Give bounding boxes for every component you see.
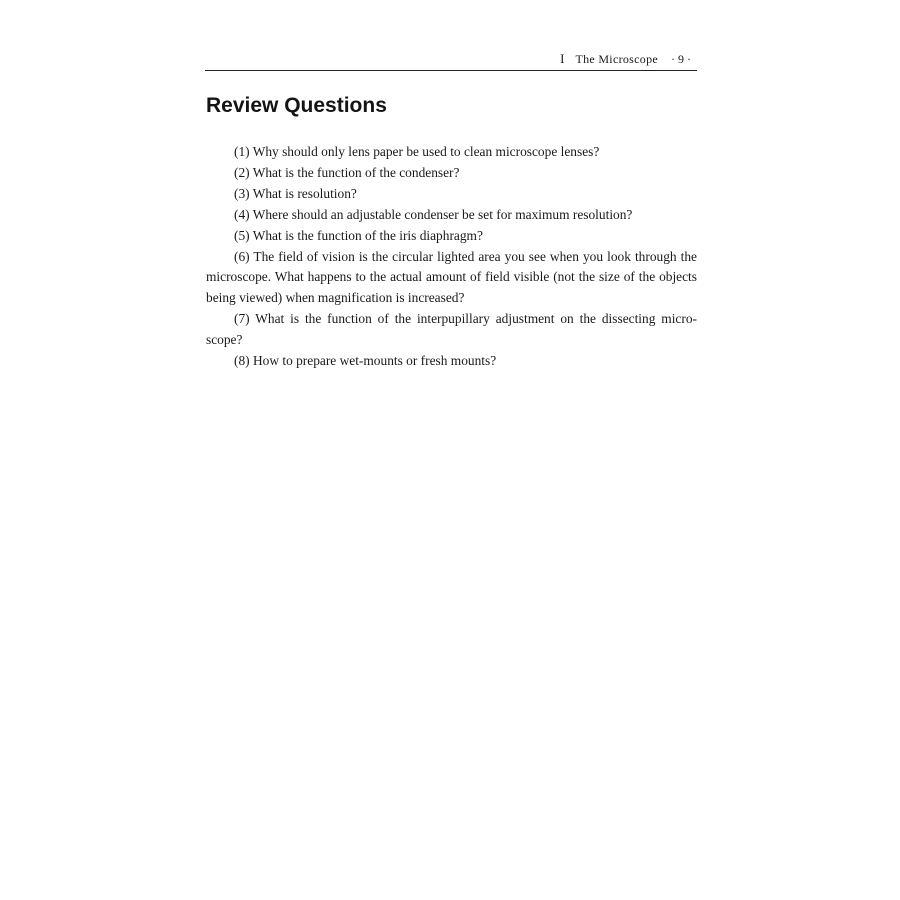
question-item: (8) How to prepare wet-mounts or fresh mounts? — [234, 353, 497, 369]
question-item: (4) Where should an adjustable condenser be set for maximum resolution? — [234, 206, 633, 222]
question-item: (7) What is the function of the interpupillary adjustment on the dissecting micro-scope? — [206, 311, 697, 348]
running-head — [205, 50, 697, 71]
page-number: · 9 · — [671, 52, 691, 66]
question-item: (5) What is the function of the iris diaphragm? — [234, 227, 483, 243]
chapter-title: The Microscope — [575, 52, 658, 66]
part-number: I — [560, 51, 565, 66]
question-item: (1) Why should only lens paper be used to clean microscope lenses? — [234, 144, 600, 159]
book-page — [205, 0, 697, 900]
question-item: (6) The field of vision is the circular lighted area you see when you look through the microscope. What happens to the actual amount of field visible (not the size of the objects being viewed) when magnification is increased? — [206, 248, 697, 306]
question-item: (3) What is resolution? — [234, 185, 357, 201]
section-title: Review Questions — [206, 94, 387, 117]
review-questions-list — [206, 142, 697, 372]
question-item: (2) What is the function of the condenser? — [234, 164, 460, 180]
